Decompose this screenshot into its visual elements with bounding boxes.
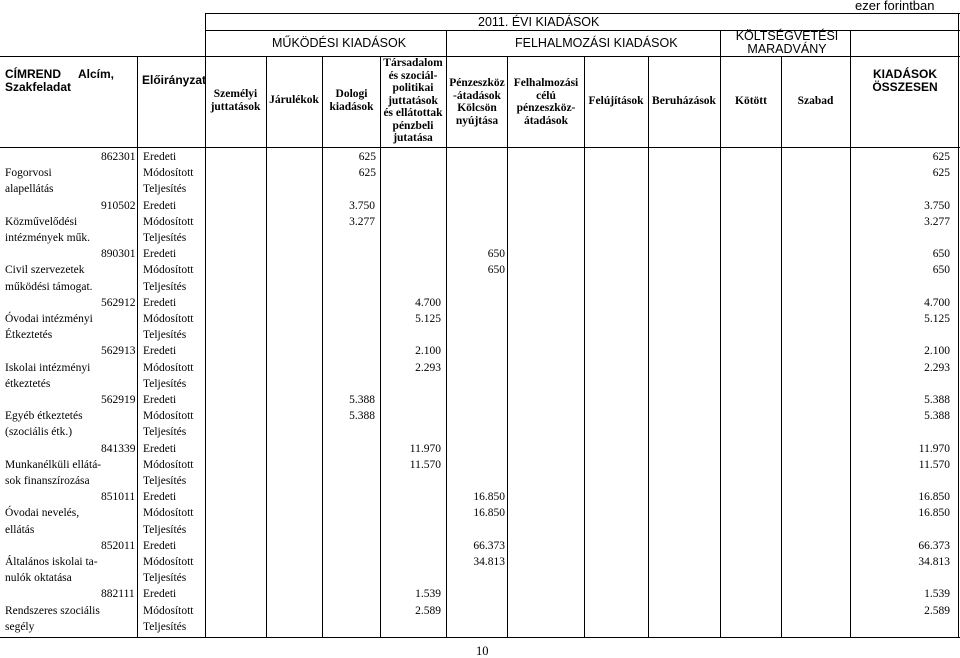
- total-modositott: 650: [932, 264, 950, 277]
- col-sep: [322, 56, 323, 637]
- row-code: 890301: [101, 248, 136, 261]
- value-eredeti: 1.539: [415, 588, 441, 601]
- col-sep: [720, 30, 721, 637]
- col-sep: [648, 56, 649, 637]
- value-eredeti: 66.373: [473, 539, 505, 552]
- label-teljesites: Teljesítés: [143, 377, 187, 390]
- value-eredeti: 4.700: [415, 296, 441, 309]
- header-szabad: Szabad: [797, 95, 834, 107]
- value-eredeti: 650: [487, 248, 505, 261]
- value-modositott: 5.125: [415, 313, 441, 325]
- col-sep: [584, 56, 585, 637]
- row-code: 862301: [101, 151, 136, 163]
- col-sep: [446, 30, 447, 637]
- bottom-rule: [0, 637, 960, 638]
- row-name-line2: (szociális étk.): [5, 426, 73, 439]
- value-eredeti: 16.850: [473, 491, 505, 504]
- header-felhalmozasi-celu: Felhalmozási célú pénzeszköz-átadások: [513, 77, 579, 127]
- label-eredeti: Eredeti: [143, 491, 177, 504]
- header-tarsadalom: Társadalom és szociál-politikai juttatások és ellátottak pénzbeli jutatása: [383, 57, 443, 144]
- label-eredeti: Eredeti: [143, 539, 177, 552]
- value-modositott: 2.589: [415, 604, 441, 617]
- label-teljesites: Teljesítés: [143, 183, 187, 196]
- value-modositott: 3.277: [349, 215, 375, 228]
- total-modositott: 2.589: [924, 604, 950, 617]
- row-code: 562913: [101, 345, 136, 358]
- col-sep: [850, 30, 851, 637]
- col-sep: [266, 56, 267, 637]
- label-eredeti: Eredeti: [143, 248, 177, 261]
- total-eredeti: 11.970: [918, 442, 950, 455]
- value-eredeti: 11.970: [409, 442, 441, 455]
- row-code: 910502: [101, 199, 136, 212]
- total-eredeti: 650: [932, 248, 950, 261]
- col-sep: [137, 56, 138, 637]
- row-code: 882111: [101, 588, 135, 601]
- label-teljesites: Teljesítés: [143, 232, 187, 244]
- header-penzeszkoz: Pénzeszköz -átadások Kölcsön nyújtása: [449, 77, 505, 127]
- row-name-line1: Rendszeres szociális: [5, 604, 100, 617]
- page-number: 10: [476, 644, 489, 658]
- total-modositott: 5.388: [924, 410, 950, 423]
- label-eredeti: Eredeti: [143, 199, 177, 212]
- label-modositott: Módosított: [143, 167, 194, 180]
- total-eredeti: 625: [932, 151, 950, 163]
- value-modositott: 5.388: [349, 410, 375, 423]
- header-mid-rule: [205, 30, 960, 31]
- label-eredeti: Eredeti: [143, 345, 177, 358]
- label-eredeti: Eredeti: [143, 588, 177, 601]
- total-eredeti: 3.750: [924, 199, 950, 212]
- header-alcim: Alcím,: [78, 67, 115, 81]
- total-modositott: 3.277: [924, 215, 950, 228]
- page-title: 2011. ÉVI KIADÁSOK: [478, 15, 600, 29]
- row-name-line2: alapellátás: [5, 183, 54, 196]
- label-teljesites: Teljesítés: [143, 475, 187, 487]
- group-mukodesi: MŰKÖDÉSI KIADÁSOK: [272, 36, 407, 50]
- header-bottom-rule: [0, 147, 960, 148]
- row-code: 841339: [101, 442, 136, 455]
- col-sep: [507, 56, 508, 637]
- row-name-line2: segély: [5, 620, 35, 633]
- label-teljesites: Teljesítés: [143, 329, 187, 342]
- label-eredeti: Eredeti: [143, 394, 177, 406]
- col-sep: [781, 56, 782, 637]
- total-eredeti: 2.100: [924, 345, 950, 358]
- total-eredeti: 1.539: [924, 588, 950, 601]
- row-name-line1: Óvodai intézményi: [5, 313, 93, 325]
- total-modositott: 11.570: [918, 458, 950, 471]
- group-koltsegvetesi: KÖLTSÉGVETÉSI MARADVÁNY: [735, 29, 839, 56]
- header-kotott: Kötött: [735, 95, 767, 107]
- row-name-line1: Egyéb étkeztetés: [5, 410, 83, 423]
- row-name-line2: intézmények műk.: [5, 232, 90, 244]
- value-modositott: 11.570: [409, 458, 441, 471]
- label-modositott: Módosított: [143, 410, 194, 423]
- group-felhalmozasi: FELHALMOZÁSI KIADÁSOK: [515, 36, 678, 50]
- row-name-line2: nulók oktatása: [5, 572, 72, 585]
- label-modositott: Módosított: [143, 458, 194, 471]
- header-jarulekok: Járulékok: [269, 94, 319, 106]
- row-name-line1: Iskolai intézményi: [5, 361, 91, 374]
- label-eredeti: Eredeti: [143, 151, 177, 163]
- row-name-line1: Közművelődési: [5, 215, 78, 228]
- header-rule-left: [0, 56, 960, 57]
- label-modositott: Módosított: [143, 507, 194, 520]
- row-name-line1: Civil szervezetek: [5, 264, 85, 277]
- row-code: 851011: [101, 491, 136, 504]
- total-modositott: 34.813: [918, 556, 950, 568]
- row-name-line2: sok finanszírozása: [5, 475, 90, 487]
- total-modositott: 16.850: [918, 507, 950, 520]
- label-modositott: Módosított: [143, 264, 194, 277]
- total-modositott: 2.293: [924, 361, 950, 374]
- label-teljesites: Teljesítés: [143, 523, 187, 536]
- label-teljesites: Teljesítés: [143, 280, 187, 293]
- value-modositott: 650: [487, 264, 505, 277]
- row-name-line2: működési támogat.: [5, 280, 93, 293]
- row-name-line2: ellátás: [5, 523, 35, 536]
- value-eredeti: 5.388: [349, 394, 375, 406]
- value-modositott: 16.850: [473, 507, 505, 520]
- row-name-line1: Óvodai nevelés,: [5, 507, 80, 520]
- label-modositott: Módosított: [143, 361, 194, 374]
- header-felujitasok: Felújítások: [588, 95, 644, 107]
- row-name-line1: Munkanélküli ellátá-: [5, 458, 102, 471]
- value-eredeti: 3.750: [349, 199, 375, 212]
- label-modositott: Módosított: [143, 313, 194, 325]
- row-name-line2: Étkeztetés: [5, 329, 53, 342]
- header-szemelyi: Személyi juttatások: [210, 88, 261, 113]
- label-teljesites: Teljesítés: [143, 426, 187, 439]
- total-modositott: 5.125: [924, 313, 950, 325]
- row-name-line2: étkeztetés: [5, 377, 51, 390]
- top-rule: [205, 13, 960, 14]
- row-name-line1: Fogorvosi: [5, 167, 52, 180]
- value-eredeti: 625: [358, 151, 376, 163]
- col-sep: [958, 13, 959, 637]
- value-modositott: 625: [358, 167, 376, 180]
- total-eredeti: 4.700: [924, 296, 950, 309]
- value-modositott: 2.293: [415, 361, 441, 374]
- label-modositott: Módosított: [143, 556, 194, 568]
- total-modositott: 625: [932, 167, 950, 180]
- header-dologi: Dologi kiadások: [329, 88, 374, 113]
- total-eredeti: 16.850: [918, 491, 950, 504]
- row-code: 562919: [101, 394, 136, 406]
- label-modositott: Módosított: [143, 215, 194, 228]
- value-modositott: 34.813: [473, 556, 505, 568]
- label-teljesites: Teljesítés: [143, 572, 187, 585]
- header-eloiranyzat: Előirányzat: [142, 73, 207, 87]
- unit-note: ezer forintban: [855, 0, 935, 13]
- row-code: 852011: [101, 539, 136, 552]
- row-code: 562912: [101, 296, 136, 309]
- total-eredeti: 66.373: [918, 539, 950, 552]
- label-modositott: Módosított: [143, 604, 194, 617]
- value-eredeti: 2.100: [415, 345, 441, 358]
- col-sep: [205, 13, 206, 638]
- col-sep: [380, 56, 381, 637]
- header-osszesen: KIADÁSOK ÖSSZESEN: [872, 67, 938, 94]
- header-cimrend: CÍMREND Szakfeladat: [5, 67, 72, 94]
- label-teljesites: Teljesítés: [143, 620, 187, 633]
- label-eredeti: Eredeti: [143, 442, 177, 455]
- header-beruhazasok: Beruházások: [652, 95, 716, 107]
- label-eredeti: Eredeti: [143, 296, 177, 309]
- total-eredeti: 5.388: [924, 394, 950, 406]
- row-name-line1: Általános iskolai ta-: [5, 556, 98, 568]
